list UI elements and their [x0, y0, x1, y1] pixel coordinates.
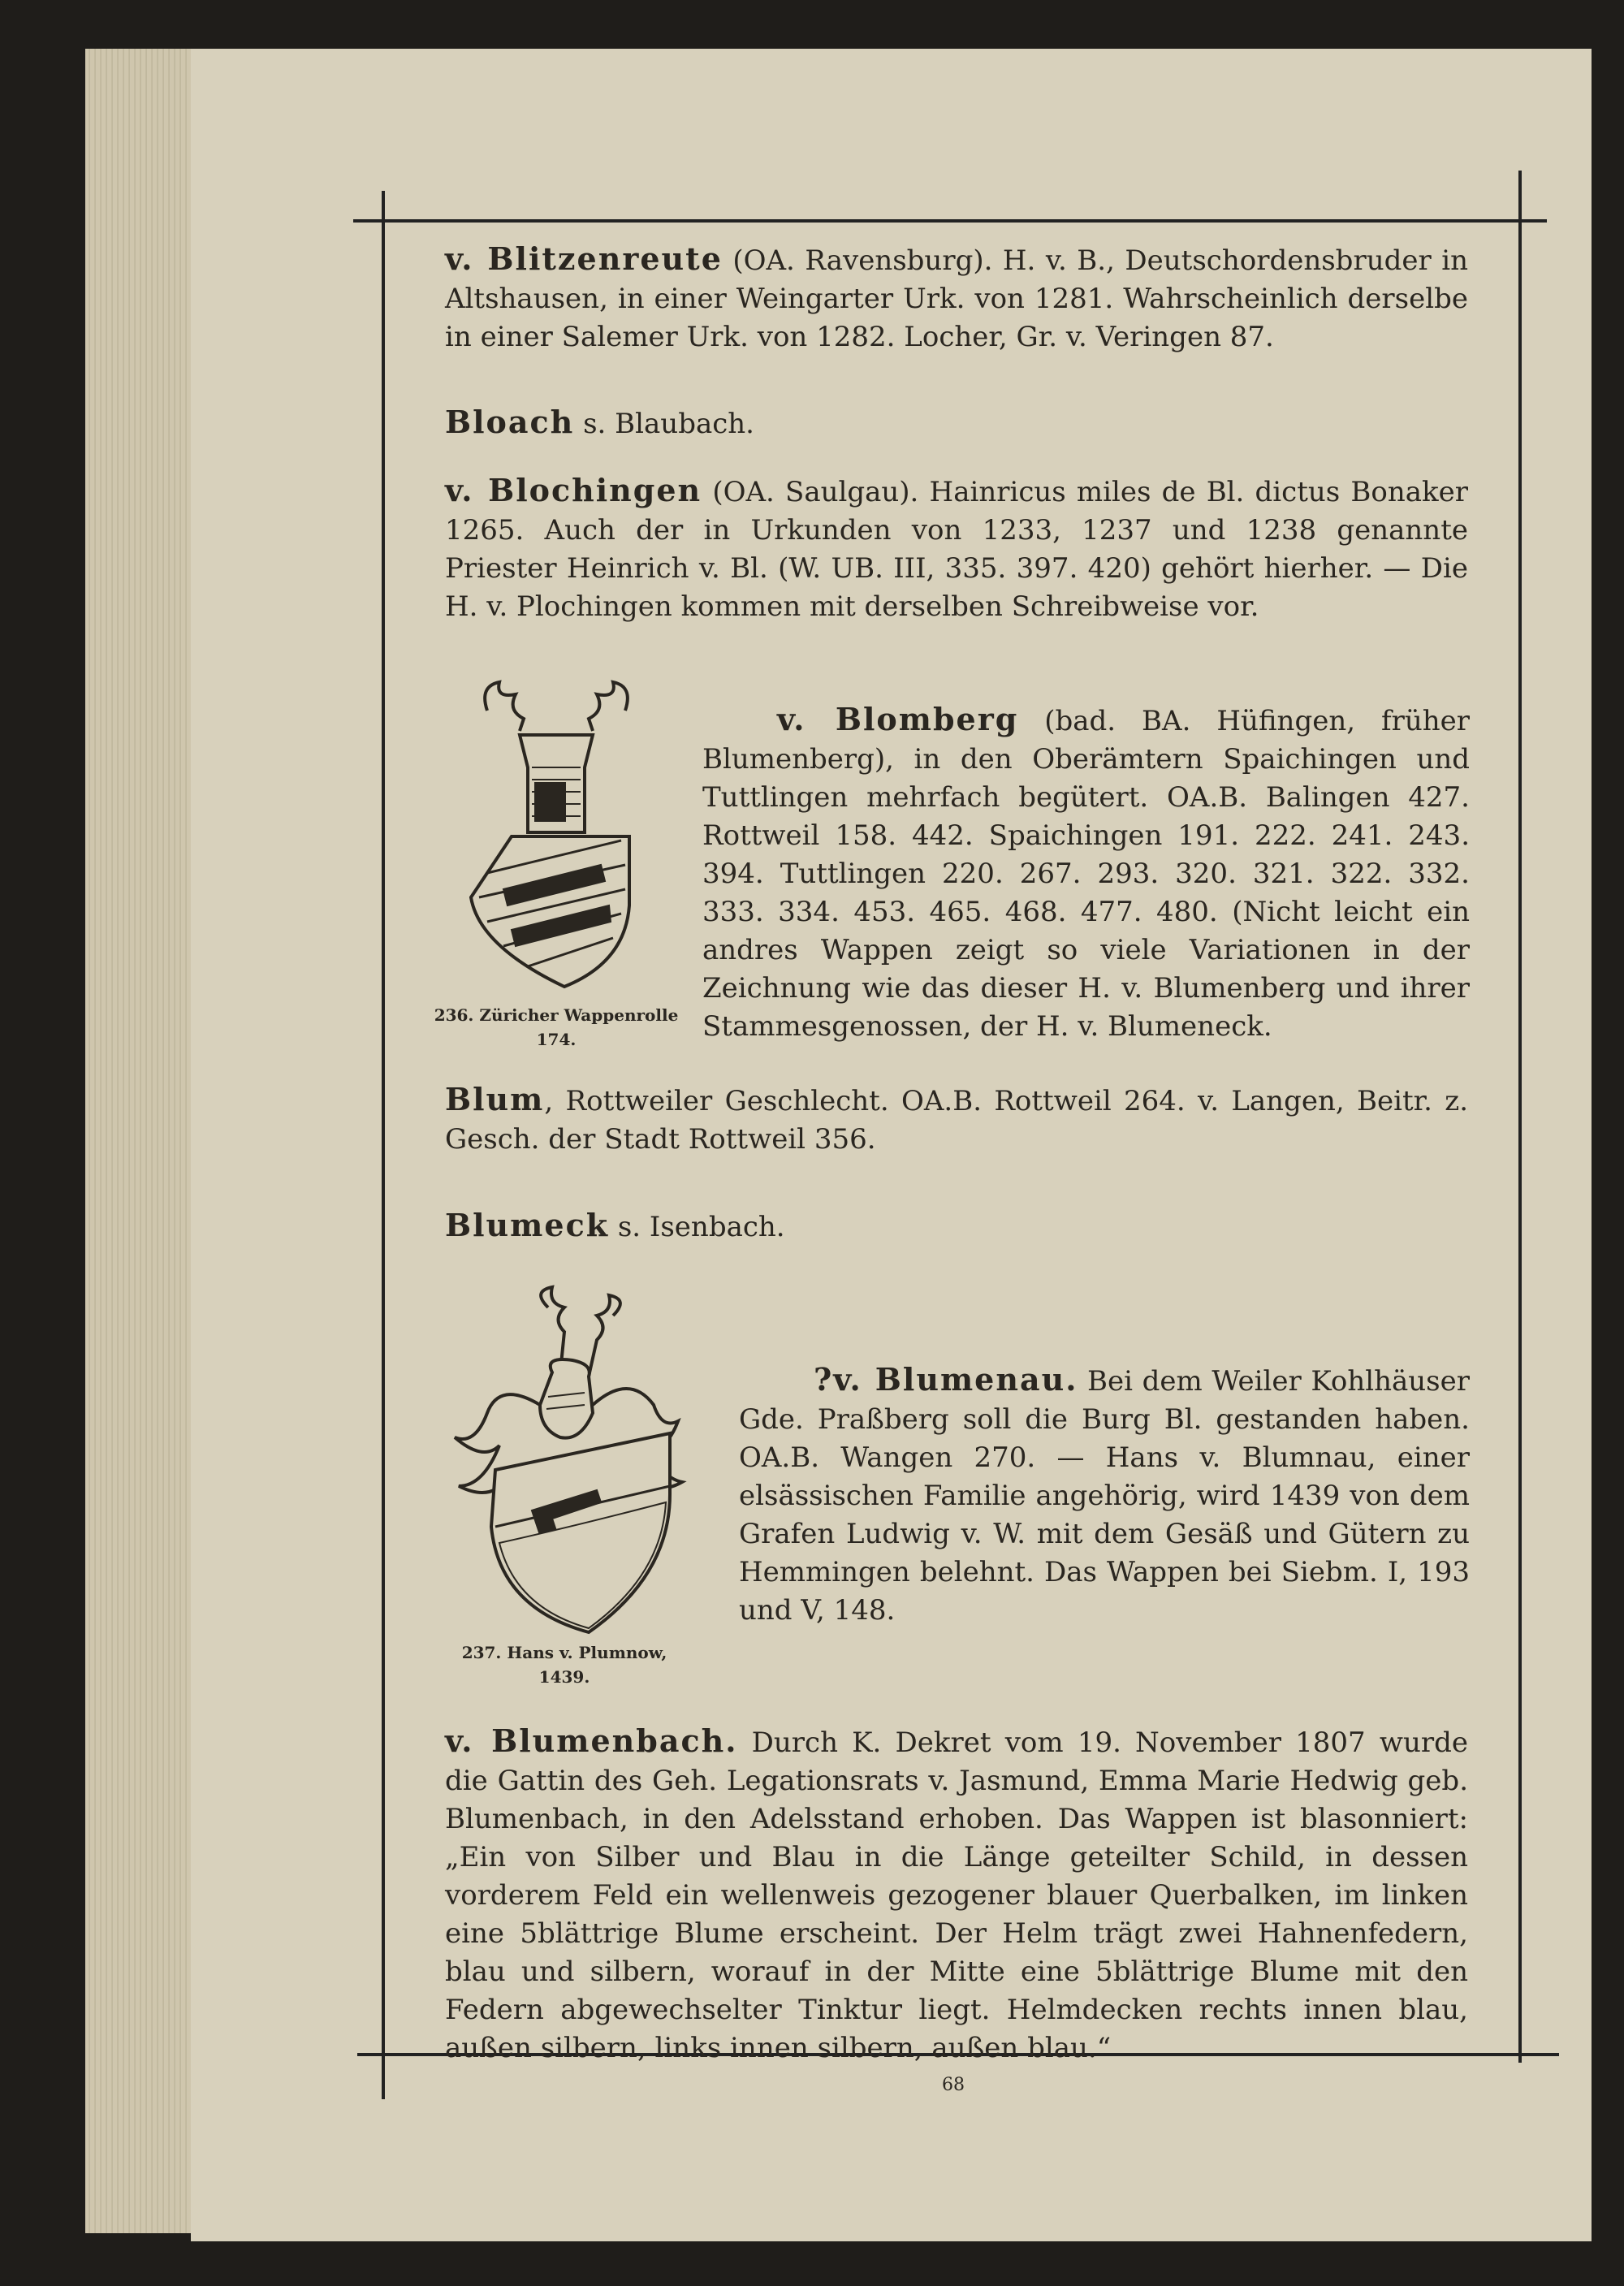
entry-blumenau — [739, 1360, 1470, 1630]
entry-blumenbach — [445, 1722, 1468, 2068]
entry-head: v. Blochingen — [445, 472, 702, 508]
entry-head: v. Blomberg — [777, 701, 1019, 737]
entry-text: (OA. Saulgau). Hainricus miles de Bl. dictus Bonaker 1265. Auch der in Urkunden von 1233, 1237 und 1238 genannte Priester Heinrich v. Bl. (W. UB. III, 335. 397. 420) gehört hierher. — Die H. v. Plochingen kommen mit derselben Schreibweise vor. — [445, 476, 1468, 623]
caption-236 — [426, 1003, 686, 1052]
entry-text: s. Isenbach. — [609, 1211, 785, 1243]
entry-text: Bei dem Weiler Kohlhäuser Gde. Praßberg soll die Burg Bl. gestanden haben. OA.B. Wangen 270. — Hans v. Blumnau, einer elsässischen Familie angehörig, wird 1439 von dem Grafen Ludwig v. W. mit dem Gesäß und Gütern zu Hemmingen belehnt. Das Wappen bei Siebm. I, 193 und V, 148. — [739, 1365, 1470, 1627]
entry-blum — [445, 1080, 1468, 1159]
entry-text: (bad. BA. Hüfingen, früher Blumenberg), in den Oberämtern Spaichingen und Tuttlingen mehrfach begütert. OA.B. Balingen 427. Rottweil 158. 442. Spaichingen 191. 222. 241. 243. 394. Tuttlingen 220. 267. 293. 320. 321. 322. 332. 333. 334. 453. 465. 468. 477. 480. (Nicht leicht ein andres Wappen zeigt so viele Variationen in der Zeichnung wie das dieser H. v. Blumenberg und ihrer Stammesgenossen, der H. v. Blumeneck. — [702, 705, 1470, 1043]
caption-line: 237. Hans v. Plumnow, — [461, 1643, 667, 1662]
entry-head: v. Blumenbach. — [445, 1722, 738, 1759]
entry-blumeck — [445, 1206, 1468, 1247]
entry-head: ?v. Blumenau. — [814, 1361, 1078, 1398]
entry-blitzenreute — [445, 240, 1468, 357]
frame-right — [1518, 171, 1522, 2063]
page-number: 68 — [942, 2075, 965, 2095]
coat-of-arms-blumenau — [451, 1283, 694, 1640]
entry-head: Blumeck — [445, 1207, 610, 1243]
entry-blochingen — [445, 471, 1468, 626]
entry-head: v. Blitzenreute — [445, 240, 723, 277]
caption-237 — [434, 1640, 694, 1689]
entry-head: Blum — [445, 1081, 545, 1117]
entry-text: (OA. Ravensburg). H. v. B., Deutschordensbruder in Altshausen, in einer Weingarter Urk. von 1281. Wahrscheinlich derselbe in einer Salemer Urk. von 1282. Locher, Gr. v. Veringen 87. — [445, 244, 1468, 353]
entry-text: , Rottweiler Geschlecht. OA.B. Rottweil 264. v. Langen, Beitr. z. Gesch. der Stadt Rottweil 356. — [445, 1085, 1468, 1156]
entry-text: s. Blaubach. — [574, 408, 754, 440]
entry-blomberg — [702, 700, 1470, 1046]
page-edges — [85, 49, 195, 2233]
frame-top — [353, 219, 1547, 223]
caption-line: 174. — [536, 1030, 577, 1049]
frame-left — [382, 191, 385, 2099]
coat-of-arms-blomberg — [455, 670, 658, 995]
caption-line: 1439. — [538, 1667, 590, 1687]
caption-line: 236. Züricher Wappenrolle — [434, 1005, 679, 1025]
entry-text: Durch K. Dekret vom 19. November 1807 wurde die Gattin des Geh. Legationsrats v. Jasmund, Emma Marie Hedwig geb. Blumenbach, in den Adelsstand erhoben. Das Wappen ist blasonniert: „Ein von Silber und Blau in die Länge geteilter Schild, in dessen vorderem Feld ein wellenweis gezogener blauer Querbalken, im linken eine 5blättrige Blume erscheint. Der Helm trägt zwei Hahnenfedern, blau und silbern, worauf in der Mitte eine 5blättrige Blume mit den Federn abgewechselter Tinktur liegt. Helmdecken rechts innen blau, außen silbern, links innen silbern, außen blau.“ — [445, 1726, 1468, 2064]
entry-bloach — [445, 403, 1468, 443]
entry-head: Bloach — [445, 404, 575, 440]
